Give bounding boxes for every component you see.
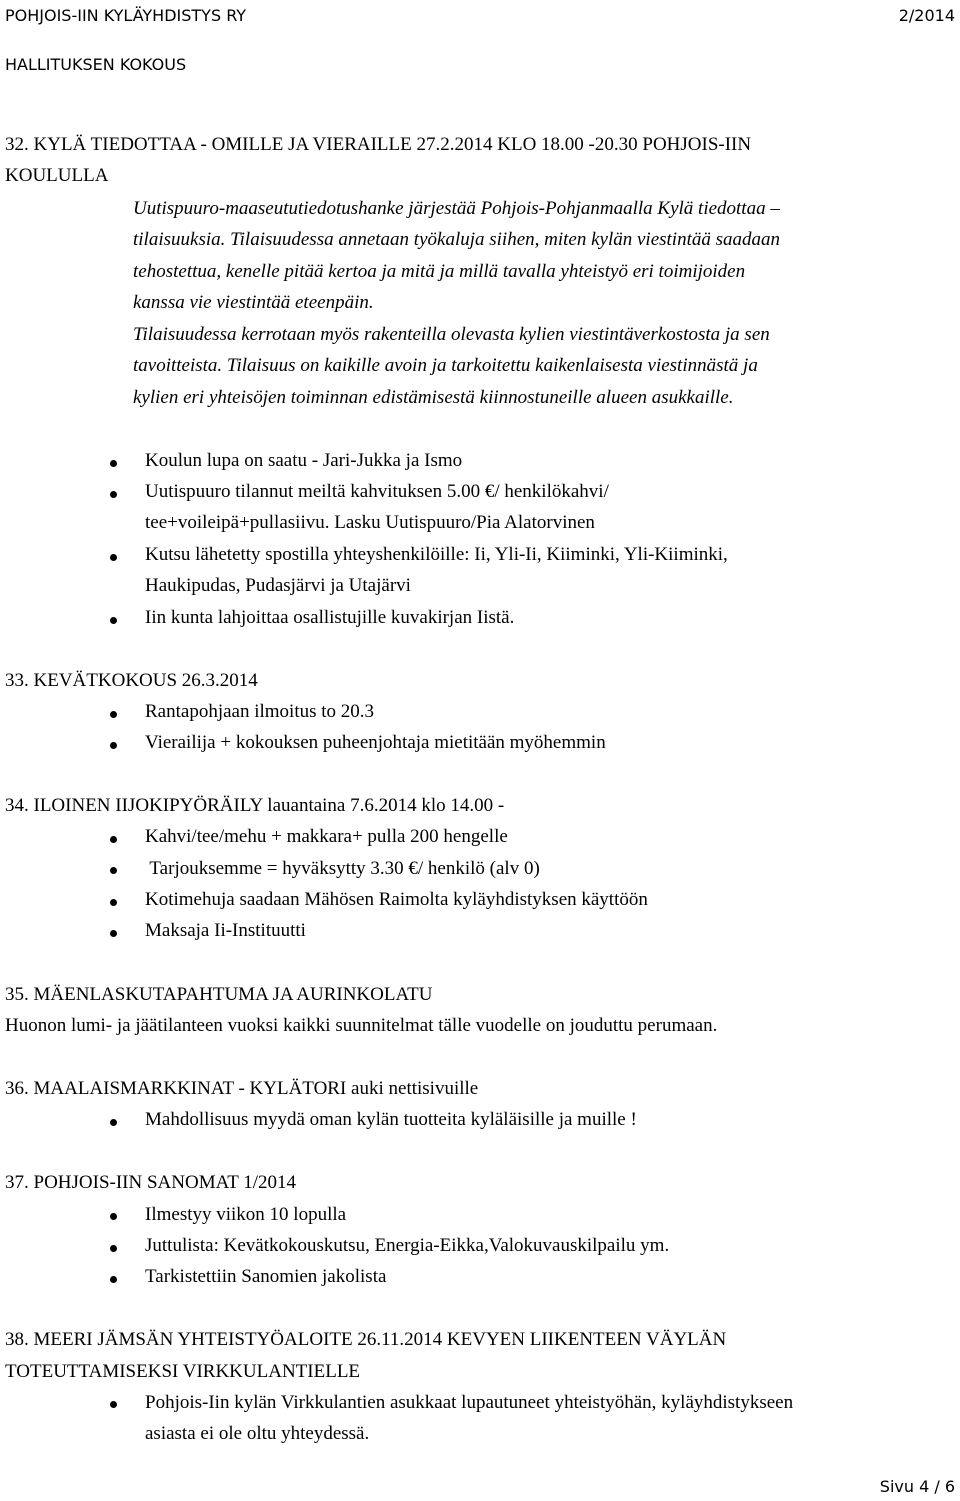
bullet-icon (110, 460, 117, 467)
bullet-icon (110, 836, 117, 843)
bullet-icon (110, 617, 117, 624)
paragraph-line: Tilaisuudessa kerrotaan myös rakenteilla olevasta kylien viestintäverkostosta ja sen (133, 324, 770, 345)
bullet-icon (110, 711, 117, 718)
section-35-title: 35. MÄENLASKUTAPAHTUMA JA AURINKOLATU (5, 984, 433, 1005)
list-item: Tarjouksemme = hyväksytty 3.30 €/ henkilö (alv 0) (145, 858, 540, 879)
list-item: Juttulista: Kevätkokouskutsu, Energia-Eikka,Valokuvauskilpailu ym. (145, 1235, 670, 1256)
section-35-text: Huonon lumi- ja jäätilanteen vuoksi kaikki suunnitelmat tälle vuodelle on jouduttu perumaan. (5, 1015, 718, 1036)
bullet-icon (110, 554, 117, 561)
paragraph-line: Uutispuuro-maaseututiedotushanke järjestää Pohjois-Pohjanmaalla Kylä tiedottaa – (133, 198, 780, 219)
list-item: Uutispuuro tilannut meiltä kahvituksen 5.00 €/ henkilökahvi/ (145, 481, 609, 502)
list-item: Rantapohjaan ilmoitus to 20.3 (145, 701, 375, 722)
page-number: Sivu 4 / 6 (879, 1477, 955, 1496)
page-header (5, 6, 955, 25)
section-32-title-cont: KOULULLA (5, 165, 109, 186)
paragraph-line: tilaisuuksia. Tilaisuudessa annetaan työkaluja siihen, miten kylän viestintää saadaan (133, 229, 781, 250)
list-item: Maksaja Ii-Instituutti (145, 920, 306, 941)
meeting-title: HALLITUKSEN KOKOUS (5, 55, 187, 74)
list-item: Ilmestyy viikon 10 lopulla (145, 1204, 347, 1225)
bullet-icon (110, 930, 117, 937)
list-item: Kutsu lähetetty spostilla yhteyshenkilöille: Ii, Yli-Ii, Kiiminki, Yli-Kiiminki, (145, 544, 728, 565)
list-item-cont: Haukipudas, Pudasjärvi ja Utajärvi (145, 575, 411, 596)
issue-number: 2/2014 (898, 6, 955, 25)
section-36-title: 36. MAALAISMARKKINAT - KYLÄTORI auki nettisivuille (5, 1078, 479, 1099)
section-32-title: 32. KYLÄ TIEDOTTAA - OMILLE JA VIERAILLE 27.2.2014 KLO 18.00 -20.30 POHJOIS-IIN (5, 134, 752, 155)
list-item: Iin kunta lahjoittaa osallistujille kuvakirjan Iistä. (145, 607, 515, 628)
list-item: Pohjois-Iin kylän Virkkulantien asukkaat lupautuneet yhteistyöhän, kyläyhdistykseen (145, 1392, 794, 1413)
paragraph-line: tavoitteista. Tilaisuus on kaikille avoin ja tarkoitettu kaikenlaisesta viestinnästä ja (133, 355, 758, 376)
list-item-cont: asiasta ei ole oltu yhteydessä. (145, 1423, 370, 1444)
bullet-icon (110, 1245, 117, 1252)
paragraph-line: kanssa vie viestintää eteenpäin. (133, 292, 374, 313)
bullet-icon (110, 742, 117, 749)
list-item: Tarkistettiin Sanomien jakolista (145, 1266, 387, 1287)
section-34-title: 34. ILOINEN IIJOKIPYÖRÄILY lauantaina 7.6.2014 klo 14.00 - (5, 795, 505, 816)
list-item: Koulun lupa on saatu - Jari-Jukka ja Ismo (145, 450, 463, 471)
section-38-title-cont: TOTEUTTAMISEKSI VIRKKULANTIELLE (5, 1361, 361, 1382)
bullet-icon (110, 1119, 117, 1126)
bullet-icon (110, 1213, 117, 1220)
list-item: Kotimehuja saadaan Mähösen Raimolta kyläyhdistyksen käyttöön (145, 889, 648, 910)
list-item-cont: tee+voileipä+pullasiivu. Lasku Uutispuuro/Pia Alatorvinen (145, 512, 595, 533)
section-33-title: 33. KEVÄTKOKOUS 26.3.2014 (5, 670, 258, 691)
list-item: Kahvi/tee/mehu + makkara+ pulla 200 hengelle (145, 826, 508, 847)
list-item: Mahdollisuus myydä oman kylän tuotteita kyläläisille ja muille ! (145, 1109, 637, 1130)
section-38-title: 38. MEERI JÄMSÄN YHTEISTYÖALOITE 26.11.2014 KEVYEN LIIKENTEEN VÄYLÄN (5, 1329, 727, 1350)
bullet-icon (110, 1276, 117, 1283)
bullet-icon (110, 899, 117, 906)
section-37-title: 37. POHJOIS-IIN SANOMAT 1/2014 (5, 1172, 297, 1193)
paragraph-line: tehostettua, kenelle pitää kertoa ja mitä ja millä tavalla yhteistyö eri toimijoiden (133, 261, 746, 282)
bullet-icon (110, 1401, 117, 1408)
paragraph-line: kylien eri yhteisöjen toiminnan edistämisestä kiinnostuneille alueen asukkaille. (133, 387, 734, 408)
bullet-icon (110, 867, 117, 874)
bullet-icon (110, 491, 117, 498)
list-item: Vierailija + kokouksen puheenjohtaja mietitään myöhemmin (145, 732, 606, 753)
organization-name: POHJOIS-IIN KYLÄYHDISTYS RY (5, 6, 247, 25)
